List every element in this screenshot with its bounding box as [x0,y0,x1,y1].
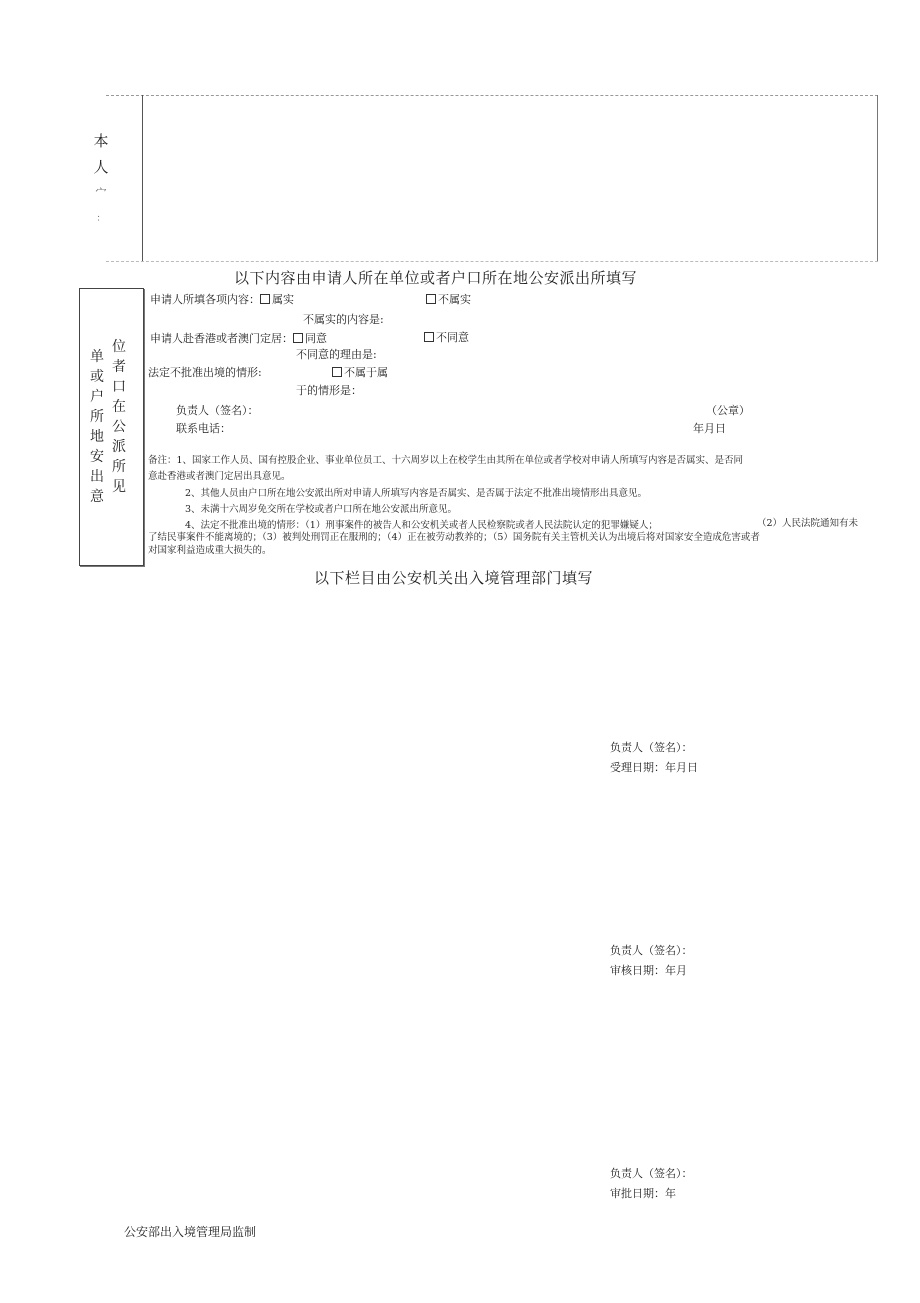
label-char: 单 [90,349,104,365]
label-char: 人 [93,158,109,176]
not-applicable-checkbox[interactable] [332,367,342,377]
label-char: 本 [93,132,109,150]
q1-row [150,291,294,307]
label-char: ： [96,214,106,224]
label-char: 公 [112,419,126,435]
untrue-option-label: 不属实 [438,293,471,306]
accept-sign-label: 负责人（签名）： [610,741,693,754]
label-char: 安 [90,449,104,465]
self-section-label [90,128,112,232]
label-char: 口 [112,379,126,395]
divider [106,261,878,262]
true-checkbox[interactable] [260,294,270,304]
disagree-option-label: 不同意 [436,331,469,344]
label-char: 者 [112,359,126,375]
divider [106,95,878,96]
note-4c: 对国家利益造成重大损失的。 [148,545,272,556]
label-char: 出 [90,469,104,485]
note-4a-right: （2）人民法院通知有未 [757,518,859,529]
q3-followup: 于的情形是： [296,384,362,397]
unit-opinion-label-box [79,288,144,566]
seal-label: （公章） [706,404,750,417]
note-4a: 4、法定不批准出境的情形：（1）刑事案件的被告人和公安机关或者人民检察院或者人民法院认定的犯罪嫌疑人； [185,520,658,531]
label-char: 在 [112,399,126,415]
unit-date-label: 年月日 [693,422,726,435]
note-1b: 意赴香港或者澳门定居出具意见。 [148,471,291,482]
side-label-col1 [88,347,106,507]
q1-label: 申请人所填各项内容： [150,293,260,306]
q1-followup: 不属实的内容是: [303,313,384,326]
q2-followup: 不同意的理由是: [296,348,377,361]
q2-label: 申请人赴香港或者澳门定居： [150,332,293,345]
untrue-checkbox[interactable] [426,294,436,304]
label-char: 所 [112,459,126,475]
label-char: 意 [90,489,104,505]
not-applicable-label: 不属于属 [344,366,388,379]
q1-opt2 [426,291,471,307]
unit-sign-label: 负责人（签名）： [176,404,259,417]
note-2: 2、其他人员由户口所在地公安派出所对申请人所填写内容是否属实、是否属于法定不批准出境情形出具意见。 [185,488,648,499]
label-char: 见 [112,479,126,495]
q2-opt2 [424,329,469,345]
self-statement-box [106,95,878,262]
agree-checkbox[interactable] [293,333,303,343]
q3-opt [332,364,388,380]
approve-date-label: 审批日期：年 [610,1187,676,1200]
unit-section-heading: 以下内容由申请人所在单位或者户口所在地公安派出所填写 [234,269,638,287]
phone-label: 联系电话： [176,422,231,435]
review-date-label: 审核日期：年月 [610,964,687,977]
footer-issuer: 公安部出入境管理局监制 [124,1225,257,1239]
review-sign-label: 负责人（签名）： [610,944,693,957]
label-char: 派 [112,439,126,455]
q3-label: 法定不批准出境的情形: [148,366,262,379]
approve-sign-label: 负责人（签名）： [610,1167,693,1180]
police-section-heading: 以下栏目由公安机关出入境管理部门填写 [314,569,594,587]
label-char: 宀 [95,186,107,199]
note-3: 3、未满十六周岁免交所在学校或者户口所在地公安派出所意见。 [185,504,458,515]
accept-date-label: 受理日期：年月日 [610,761,698,774]
label-char: 地 [90,429,104,445]
label-char: 所 [90,409,104,425]
note-4b: 了结民事案件不能离境的；（3）被判处刑罚正在服刑的；（4）正在被劳动教养的；（5）国务院有关主管机关认为出境后将对国家安全造成危害或者 [148,532,760,543]
agree-option-label: 同意 [305,332,327,345]
label-char: 位 [112,339,126,355]
side-label-col2 [110,337,128,497]
disagree-checkbox[interactable] [424,332,434,342]
label-char: 户 [90,389,104,405]
true-option-label: 属实 [272,293,294,306]
label-char: 或 [90,369,104,385]
note-1a: 备注：1、国家工作人员、国有控股企业、事业单位员工、十六周岁以上在校学生由其所在单位或者学校对申请人所填写内容是否属实、是否同 [148,455,744,466]
divider [142,95,143,262]
q2-row [150,330,327,346]
divider [877,95,878,262]
